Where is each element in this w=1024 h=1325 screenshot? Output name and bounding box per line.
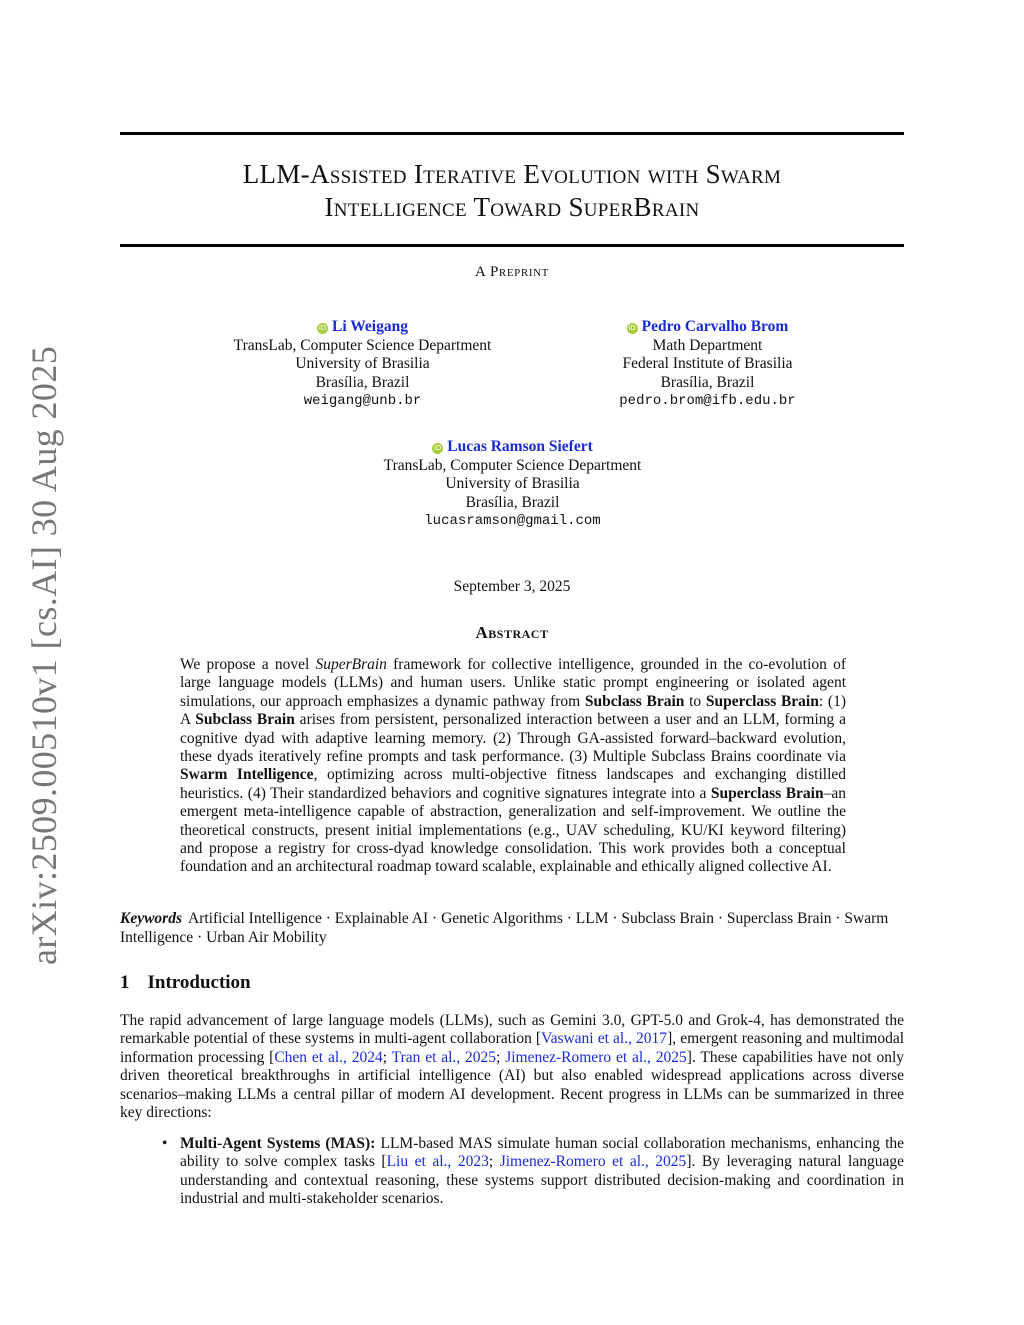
keywords-label: Keywords bbox=[120, 910, 182, 927]
abstract-bold-term: Superclass Brain bbox=[705, 692, 819, 710]
body-text: ]. These capabilities have not only driven theoretical breakthroughs in artificial intelligence (AI) but also enabled widespread applications across diverse scenarios–making LLMs a central pillar of modern AI development. Recent progress in LLMs can be summarized in three key directions: bbox=[120, 1048, 905, 1122]
author-affiliation: Federal Institute of Brasilia bbox=[622, 355, 793, 372]
abstract-bold-term: Subclass Brain bbox=[195, 711, 295, 729]
publication-date: September 3, 2025 bbox=[453, 578, 571, 595]
citation-link[interactable]: Vaswani et al., 2017 bbox=[541, 1030, 668, 1048]
bullet-label: Multi-Agent Systems (MAS): bbox=[180, 1135, 376, 1152]
title-rule-top bbox=[120, 132, 904, 135]
author-block bbox=[200, 318, 525, 411]
author-affiliation: Math Department bbox=[652, 336, 763, 354]
abstract-text: framework for collective intelligence, grounded in the co-evolution of large language models (LLMs) and human users. Unlike static prompt engineering or isolated agent simulations, our approach emphasizes a dynamic pathway from bbox=[180, 656, 846, 710]
title-line-2: Intelligence Toward SuperBrain bbox=[324, 192, 700, 222]
body-text: ]. By leveraging natural language understanding and contextual reasoning, these systems support distributed decision-making and coordination in industrial and multi-stakeholder scenarios. bbox=[180, 1153, 904, 1208]
author-block bbox=[330, 438, 695, 531]
abstract-heading: Abstract bbox=[475, 623, 549, 642]
body-text: ], emergent reasoning and multimodal information processing [ bbox=[120, 1030, 905, 1066]
author-affiliation: University of Brasilia bbox=[295, 355, 430, 372]
author-block bbox=[590, 318, 825, 411]
author-name-link[interactable]: Li Weigang bbox=[332, 318, 408, 335]
author-affiliation: University of Brasilia bbox=[445, 475, 580, 492]
intro-paragraph bbox=[120, 1012, 904, 1122]
author-email[interactable]: weigang@unb.br bbox=[303, 393, 422, 409]
bullet-marker: • bbox=[162, 1135, 168, 1152]
paper-title bbox=[120, 158, 904, 224]
abstract-text: , optimizing across multi-objective fitness landscapes and exchanging distilled heuristics. (4) Their standardized behaviors and cognitive signatures integrate into a bbox=[180, 766, 847, 802]
abstract-bold-term: Subclass Brain bbox=[584, 692, 685, 710]
author-location: Brasília, Brazil bbox=[660, 373, 755, 391]
orcid-icon[interactable]: iD bbox=[318, 324, 327, 332]
author-name-link[interactable]: Pedro Carvalho Brom bbox=[641, 318, 789, 335]
preprint-label: A Preprint bbox=[475, 264, 549, 280]
orcid-icon[interactable]: iD bbox=[434, 444, 442, 452]
citation-link[interactable]: Jimenez-Romero et al., 2025 bbox=[499, 1153, 687, 1171]
author-affiliation: TransLab, Computer Science Department bbox=[383, 456, 642, 474]
arxiv-identifier-stamp: arXiv:2509.00510v1 [cs.AI] 30 Aug 2025 bbox=[24, 345, 64, 965]
keywords-list: Artificial Intelligence · Explainable AI · Genetic Algorithms · LLM · Subclass Brain · Superclass Brain · Swarm Intelligence · Urban Air Mobility bbox=[120, 910, 889, 946]
bullet-item-mas bbox=[180, 1135, 904, 1209]
abstract-text: arises from persistent, personalized interaction between a user and an LLM, forming a cognitive dyad with adaptive learning memory. (2) Through GA-assisted forward–backward evolution, these dyads iteratively refine prompts and task performance. (3) Multiple Subclass Brains coordinate via bbox=[180, 711, 847, 766]
abstract-body bbox=[180, 656, 846, 877]
citation-link[interactable]: Chen et al., 2024 bbox=[274, 1048, 383, 1066]
citation-link[interactable]: Jimenez-Romero et al., 2025 bbox=[505, 1048, 687, 1066]
author-email[interactable]: pedro.brom@ifb.edu.br bbox=[619, 393, 796, 409]
body-text: The rapid advancement of large language models (LLMs), such as Gemini 3.0, GPT-5.0 and Grok-4, has demonstrated the remarkable potential of these systems in multi-agent collaboration [ bbox=[120, 1012, 904, 1048]
abstract-text: –an emergent meta-intelligence capable of abstraction, generalization and self-improvement. We outline the theoretical constructs, present initial implementations (e.g., UAV scheduling, KU/KI keyword filtering) and propose a registry for cross-dyad knowledge consolidation. This work provides both a conceptual foundation and an architectural roadmap toward scalable, explainable and ethically aligned collective AI. bbox=[180, 784, 846, 876]
abstract-emphasis: SuperBrain bbox=[315, 656, 387, 673]
abstract-text: to bbox=[684, 692, 706, 710]
keywords-line bbox=[120, 909, 904, 947]
abstract-bold-term: Swarm Intelligence bbox=[180, 766, 314, 784]
section-heading bbox=[120, 972, 251, 994]
author-location: Brasília, Brazil bbox=[315, 373, 410, 391]
abstract-bold-term: Superclass Brain bbox=[710, 784, 824, 802]
title-line-1: LLM-Assisted Iterative Evolution with Swarm bbox=[242, 159, 782, 189]
abstract-text: : (1) A bbox=[180, 692, 846, 729]
orcid-icon[interactable]: iD bbox=[628, 324, 636, 332]
citation-link[interactable]: Tran et al., 2025 bbox=[391, 1048, 497, 1066]
body-text: ; bbox=[496, 1048, 506, 1066]
section-number: 1 bbox=[120, 972, 130, 993]
title-rule-bottom bbox=[120, 244, 904, 247]
body-text: LLM-based MAS simulate human social collaboration mechanisms, enhancing the ability to solve complex tasks [ bbox=[180, 1135, 904, 1171]
body-text: ; bbox=[382, 1048, 392, 1066]
author-affiliation: TransLab, Computer Science Department bbox=[233, 336, 492, 354]
author-name-link[interactable]: Lucas Ramson Siefert bbox=[447, 438, 593, 455]
abstract-text: We propose a novel bbox=[180, 656, 316, 673]
citation-link[interactable]: Liu et al., 2023 bbox=[386, 1153, 489, 1171]
author-email[interactable]: lucasramson@gmail.com bbox=[424, 513, 601, 529]
body-text: ; bbox=[488, 1153, 500, 1171]
section-title: Introduction bbox=[147, 972, 251, 993]
author-location: Brasília, Brazil bbox=[465, 493, 560, 511]
